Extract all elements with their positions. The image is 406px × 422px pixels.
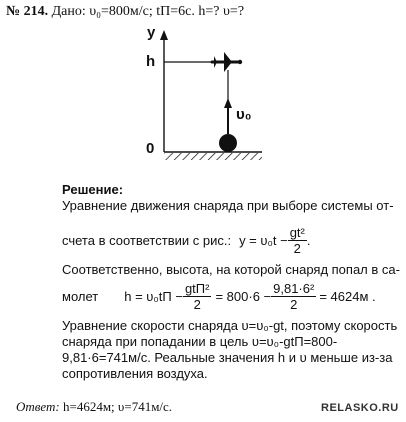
eq1-denominator: 2 — [293, 240, 301, 256]
projectile-ball — [219, 134, 237, 152]
eq2-fraction-1 — [183, 282, 212, 311]
solution-line-7: 9,81·6=741м/с. Реальные значения h и υ меньше из-за — [62, 350, 393, 365]
solution-line-3: Соответственно, высота, на которой снаряд попал в са- — [62, 262, 400, 277]
eq1-tail: . — [306, 232, 311, 248]
airplane-icon — [212, 52, 242, 72]
equation-of-motion-row — [62, 220, 311, 260]
eq2-denominator-1: 2 — [193, 296, 201, 312]
eq2-fraction-2 — [271, 282, 316, 311]
solution-line-1: Уравнение движения снаряда при выборе системы от- — [62, 198, 394, 213]
eq2-numerator-1: gtП² — [184, 280, 210, 296]
eq2-denominator-2: 2 — [290, 296, 298, 312]
y-axis-arrowhead — [160, 30, 168, 40]
ground-hatching — [164, 153, 262, 160]
solution-line-2: счета в соответствии с рис.: — [62, 232, 232, 248]
motion-diagram — [140, 24, 280, 164]
solution-line-6: снаряда при попадании в цель υ=υ₀-gtП=800- — [62, 334, 338, 349]
answer-row — [16, 399, 172, 415]
solution-heading: Решение: — [62, 182, 124, 197]
solution-line-4: молет — [62, 288, 99, 304]
eq1-lhs: y = υ₀t − — [239, 232, 288, 248]
eq2-numerator-2: 9,81·6² — [273, 280, 315, 296]
eq2-middle: = 800·6 − — [215, 288, 272, 304]
velocity-arrowhead — [224, 98, 232, 108]
eq1-numerator: gt² — [289, 224, 305, 240]
velocity-label: υ₀ — [236, 106, 252, 123]
answer-label: Ответ: — [16, 399, 60, 414]
problem-given: Дано: υ₀=800м/с; tП=6с. h=? υ=? — [51, 4, 245, 19]
y-axis-label: y — [147, 24, 156, 41]
solution-line-8: сопротивления воздуха. — [62, 366, 208, 381]
solution-line-5: Уравнение скорости снаряда υ=υ₀-gt, поэтому скорость — [62, 318, 398, 333]
problem-header — [6, 4, 244, 20]
origin-label: 0 — [146, 140, 155, 157]
site-watermark: RELASKO.RU — [321, 402, 399, 414]
eq2-lhs: h = υ₀tП − — [124, 288, 183, 304]
eq2-result: = 4624м . — [319, 288, 376, 304]
problem-number: № 214. — [6, 4, 49, 19]
height-equation-row — [62, 276, 376, 316]
answer-value: h=4624м; υ=741м/с. — [63, 399, 173, 414]
height-label: h — [146, 53, 156, 70]
eq1-fraction — [288, 226, 307, 255]
